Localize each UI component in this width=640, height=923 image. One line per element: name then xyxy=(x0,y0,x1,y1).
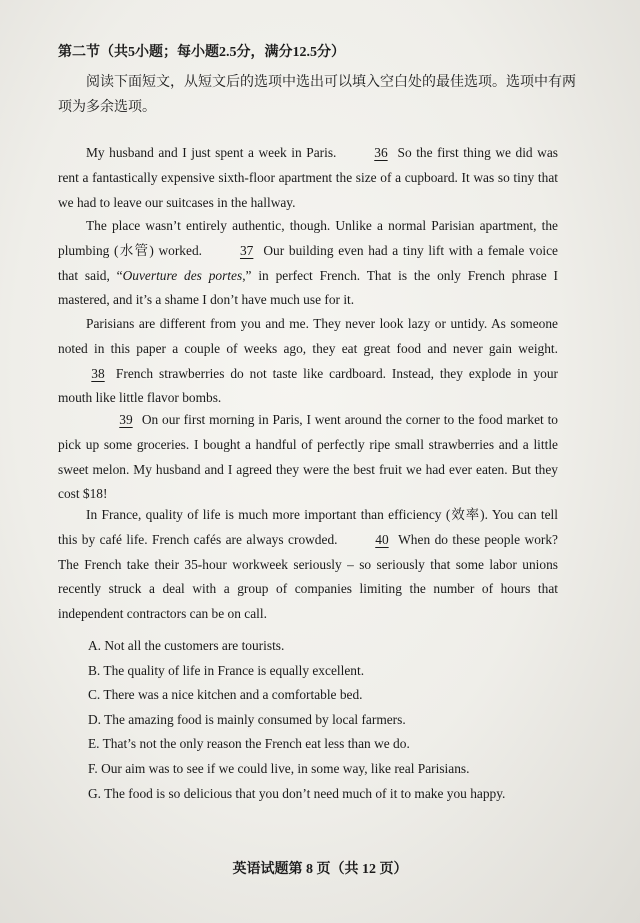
passage-paragraph-1: My husband and I just spent a week in Paris. 36 So the first thing we did was rent a fantastically expensive sixth-floor apartment the size of a cupboard. It was so tiny that we had to leave our suitcases in the hallway. xyxy=(58,141,558,215)
section-heading: 第二节（共5小题；每小题2.5分，满分12.5分） xyxy=(58,45,345,60)
french-phrase: Ouverture des portes xyxy=(122,267,243,283)
answer-options xyxy=(88,634,568,806)
option-a: A. Not all the customers are tourists. xyxy=(88,638,285,653)
blank-38: 38 xyxy=(91,365,105,381)
blank-39: 39 xyxy=(119,412,133,428)
option-b: B. The quality of life in France is equally excellent. xyxy=(88,662,365,678)
option-f: F. Our aim was to see if we could live, in some way, like real Parisians. xyxy=(88,760,470,776)
blank-40: 40 xyxy=(375,531,389,547)
passage-paragraph-2: The place wasn’t entirely authentic, though. Unlike a normal Parisian apartment, the plumbing (水管) worked. 37 Our building even had a tiny lift with a female voice that said, “Ouverture des portes,” in perfect French. That is the only French phrase I mastered, and it’s a shame I don’t have much use for it. xyxy=(58,218,558,308)
option-g: G. The food is so delicious that you don’t need much of it to make you happy. xyxy=(88,785,506,801)
passage-paragraph-4: 39 On our first morning in Paris, I went around the corner to the food market to pick up some groceries. I bought a handful of perfectly ripe small strawberries and a little sweet melon. My husband and I agreed they were the best fruit we had ever eaten. But they cost $18! xyxy=(58,408,558,506)
option-d: D. The amazing food is mainly consumed by local farmers. xyxy=(88,711,406,727)
option-c: C. There was a nice kitchen and a comfortable bed. xyxy=(88,687,363,703)
passage-paragraph-3: Parisians are different from you and me. They never look lazy or untidy. As someone noted in this paper a couple of weeks ago, they eat great food and never gain weight. 38 French strawberries do not taste like cardboard. Instead, they explode in your mouth like little flavor bombs. xyxy=(58,316,558,406)
page-footer: 英语试题第 8 页（共 12 页） xyxy=(232,862,408,877)
option-e: E. That’s not the only reason the French eat less than we do. xyxy=(88,736,410,752)
instructions: 阅读下面短文，从短文后的选项中选出可以填入空白处的最佳选项。选项中有两项为多余选项。 xyxy=(58,75,576,115)
blank-36: 36 xyxy=(374,145,388,161)
passage-paragraph-5: In France, quality of life is much more important than efficiency (效率). You can tell this by café life. French cafés are always crowded. 40 When do these people work? The French take their 35-hour workweek seriously – so seriously that some labor unions recently struck a deal with a group of companies limiting the number of hours that independent contractors can be on call. xyxy=(58,507,559,621)
blank-37: 37 xyxy=(239,242,254,258)
